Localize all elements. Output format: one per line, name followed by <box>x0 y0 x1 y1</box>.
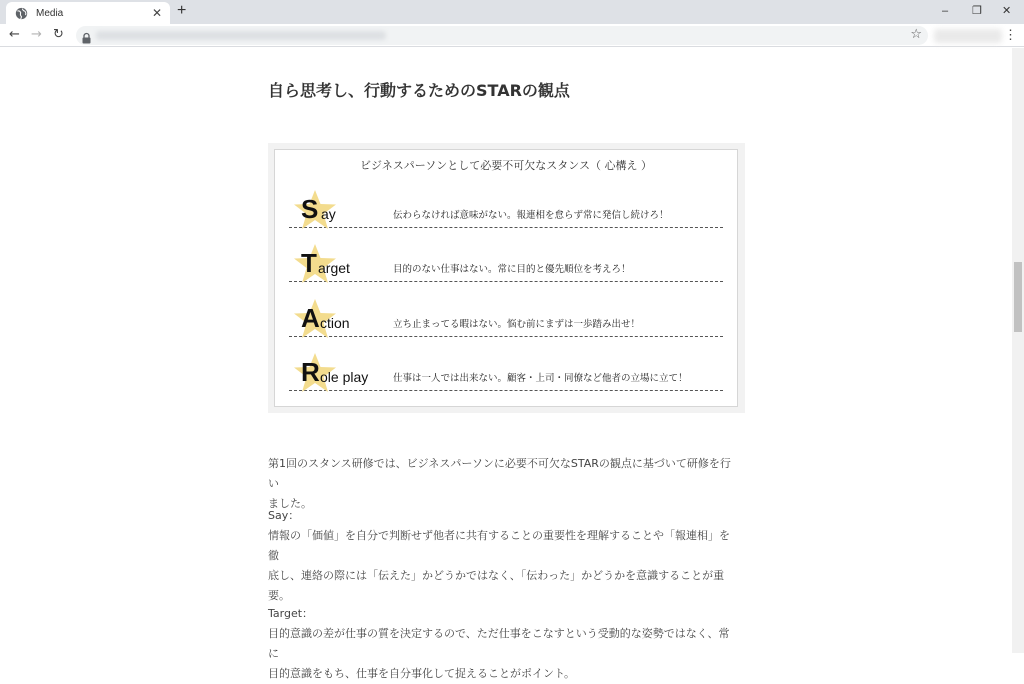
star-letter: S <box>301 194 319 224</box>
blurred-extension-area <box>934 29 1002 43</box>
star-figure <box>268 143 745 413</box>
figure-title: ビジネスパーソンとして必要不可欠なスタンス（ 心構え ） <box>360 159 652 172</box>
minimize-button[interactable]: – <box>942 5 949 17</box>
tab-strip <box>0 0 1024 24</box>
intro-paragraph <box>268 454 740 514</box>
star-word-rest: ole play <box>320 369 369 385</box>
target-paragraph <box>268 604 740 684</box>
star-word-rest: ction <box>320 315 350 331</box>
star-word-rest: ay <box>321 206 336 222</box>
article-heading: 自ら思考し、行動するためのSTARの観点 <box>268 81 570 100</box>
star-description: 目的のない仕事はない。常に目的と優先順位を考えろ！ <box>393 264 631 275</box>
close-window-button[interactable]: ✕ <box>1002 5 1012 17</box>
star-letter: T <box>301 248 317 278</box>
lock-icon <box>82 29 91 48</box>
forward-button[interactable]: → <box>31 27 42 42</box>
browser-tab[interactable] <box>6 2 170 24</box>
star-description: 仕事は一人では出来ない。顧客・上司・同僚など他者の立場に立て！ <box>393 373 688 384</box>
star-letter: A <box>301 303 320 333</box>
say-label: Say： <box>268 509 300 522</box>
star-word-rest: arget <box>318 260 350 276</box>
scrollbar-thumb[interactable] <box>1014 262 1022 332</box>
star-row-say <box>289 188 723 228</box>
target-line: 目的意識の差が仕事の質を決定するので、ただ仕事をこなすという受動的な姿勢ではなく、常に <box>268 627 730 660</box>
intro-line: 第1回のスタンス研修では、ビジネスパーソンに必要不可欠なSTARの観点に基づいて研修を行い <box>268 457 731 490</box>
page-content <box>0 48 1012 680</box>
globe-icon <box>14 6 28 20</box>
star-description: 伝わらなければ意味がない。報連相を怠らず常に発信し続けろ！ <box>393 210 669 221</box>
say-line: 情報の「価値」を自分で判断せず他者に共有することの重要性を理解することや「報連相」を徹 <box>268 529 730 562</box>
star-letter: R <box>301 357 320 387</box>
star-row-action <box>289 297 723 337</box>
browser-menu-icon[interactable]: ⋮ <box>1004 27 1017 42</box>
reload-button[interactable]: ↻ <box>53 27 64 42</box>
target-line: 目的意識をもち、仕事を自分事化して捉えることがポイント。 <box>268 667 576 680</box>
say-line: 底し、連絡の際には「伝えた」かどうかではなく、「伝わった」かどうかを意識することが重 <box>268 569 725 582</box>
intro-line: ました。 <box>268 497 312 510</box>
tab-close-icon[interactable]: ✕ <box>151 6 162 20</box>
star-figure-card <box>274 149 738 407</box>
star-row-target <box>289 242 723 282</box>
new-tab-button[interactable]: + <box>177 2 187 19</box>
say-line: 要。 <box>268 589 290 602</box>
page-scrollbar[interactable] <box>1012 48 1024 653</box>
address-bar[interactable] <box>76 26 928 45</box>
back-button[interactable]: ← <box>9 27 20 42</box>
tab-title: Media <box>36 7 64 19</box>
browser-toolbar <box>0 24 1024 47</box>
target-label: Target： <box>268 607 314 620</box>
blurred-url <box>96 31 386 40</box>
star-description: 立ち止まってる暇はない。悩む前にまずは一歩踏み出せ！ <box>393 319 641 330</box>
restore-button[interactable]: ❐ <box>972 5 982 17</box>
star-row-role-play <box>289 351 723 391</box>
bookmark-star-icon[interactable]: ☆ <box>910 27 922 42</box>
say-paragraph <box>268 506 740 606</box>
